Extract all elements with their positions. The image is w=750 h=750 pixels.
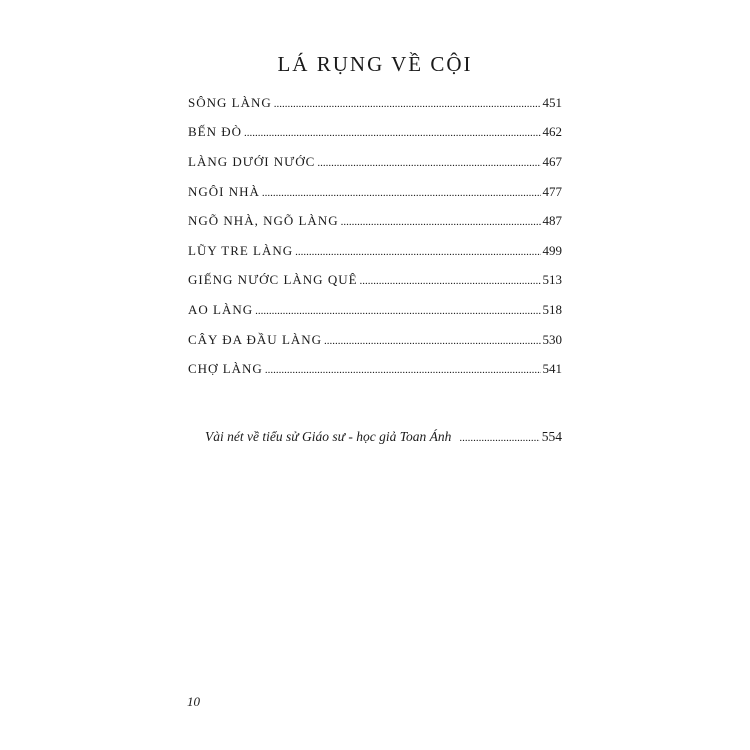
toc-entry-label: CÂY ĐA ĐẦU LÀNG xyxy=(188,331,323,347)
toc-entry-page: 518 xyxy=(542,301,562,317)
toc-entry-page: 487 xyxy=(542,213,562,229)
chapter-title: LÁ RỤNG VỀ CỘI xyxy=(277,52,473,76)
page-number: 10 xyxy=(187,694,200,709)
dot-leader xyxy=(341,216,541,228)
biography-label: Vài nét về tiểu sử Giáo sư - học giả Toan Ánh xyxy=(205,429,452,444)
dot-leader xyxy=(265,364,541,376)
toc-entry-label: NGÔI NHÀ xyxy=(188,183,260,199)
toc-entry-page: 451 xyxy=(542,94,562,110)
toc-entry-page: 499 xyxy=(542,242,562,258)
toc-entry xyxy=(188,266,562,296)
toc-entry-page: 467 xyxy=(542,153,562,169)
toc-entry-page: 462 xyxy=(542,124,562,140)
toc-entry xyxy=(188,295,562,325)
toc-entry-page: 541 xyxy=(542,361,562,377)
dot-leader xyxy=(274,98,541,110)
toc-entry-page: 530 xyxy=(542,331,562,347)
toc-entry-label: GIẾNG NƯỚC LÀNG QUÊ xyxy=(188,272,358,288)
dot-leader xyxy=(295,246,540,258)
toc-entry-page: 477 xyxy=(542,183,562,199)
dot-leader xyxy=(459,432,539,444)
dot-leader xyxy=(255,305,540,317)
toc-entry-label: LÀNG DƯỚI NƯỚC xyxy=(188,153,316,169)
toc-entry-label: NGÕ NHÀ, NGÕ LÀNG xyxy=(188,213,339,229)
toc-entry-label: AO LÀNG xyxy=(188,301,254,317)
biography-page: 554 xyxy=(541,429,562,444)
dot-leader xyxy=(360,275,541,287)
dot-leader xyxy=(262,187,541,199)
toc-entry xyxy=(188,118,562,148)
dot-leader xyxy=(244,127,540,139)
toc-entry xyxy=(188,206,562,236)
toc-entry-label: BẾN ĐÒ xyxy=(188,124,243,140)
toc-entry xyxy=(188,147,562,177)
toc-entry-label: LŨY TRE LÀNG xyxy=(188,242,294,258)
toc-entry xyxy=(188,236,562,266)
toc-entry xyxy=(188,325,562,355)
toc-entry-page: 513 xyxy=(542,272,562,288)
toc-entry-biography xyxy=(205,424,562,450)
dot-leader xyxy=(324,335,540,347)
toc-entry xyxy=(188,354,562,384)
dot-leader xyxy=(317,157,540,169)
toc-entry-label: SÔNG LÀNG xyxy=(188,94,272,110)
toc-entry-label: CHỢ LÀNG xyxy=(188,361,263,377)
toc-entry xyxy=(188,88,562,118)
toc-entry xyxy=(188,177,562,207)
table-of-contents xyxy=(188,88,562,384)
